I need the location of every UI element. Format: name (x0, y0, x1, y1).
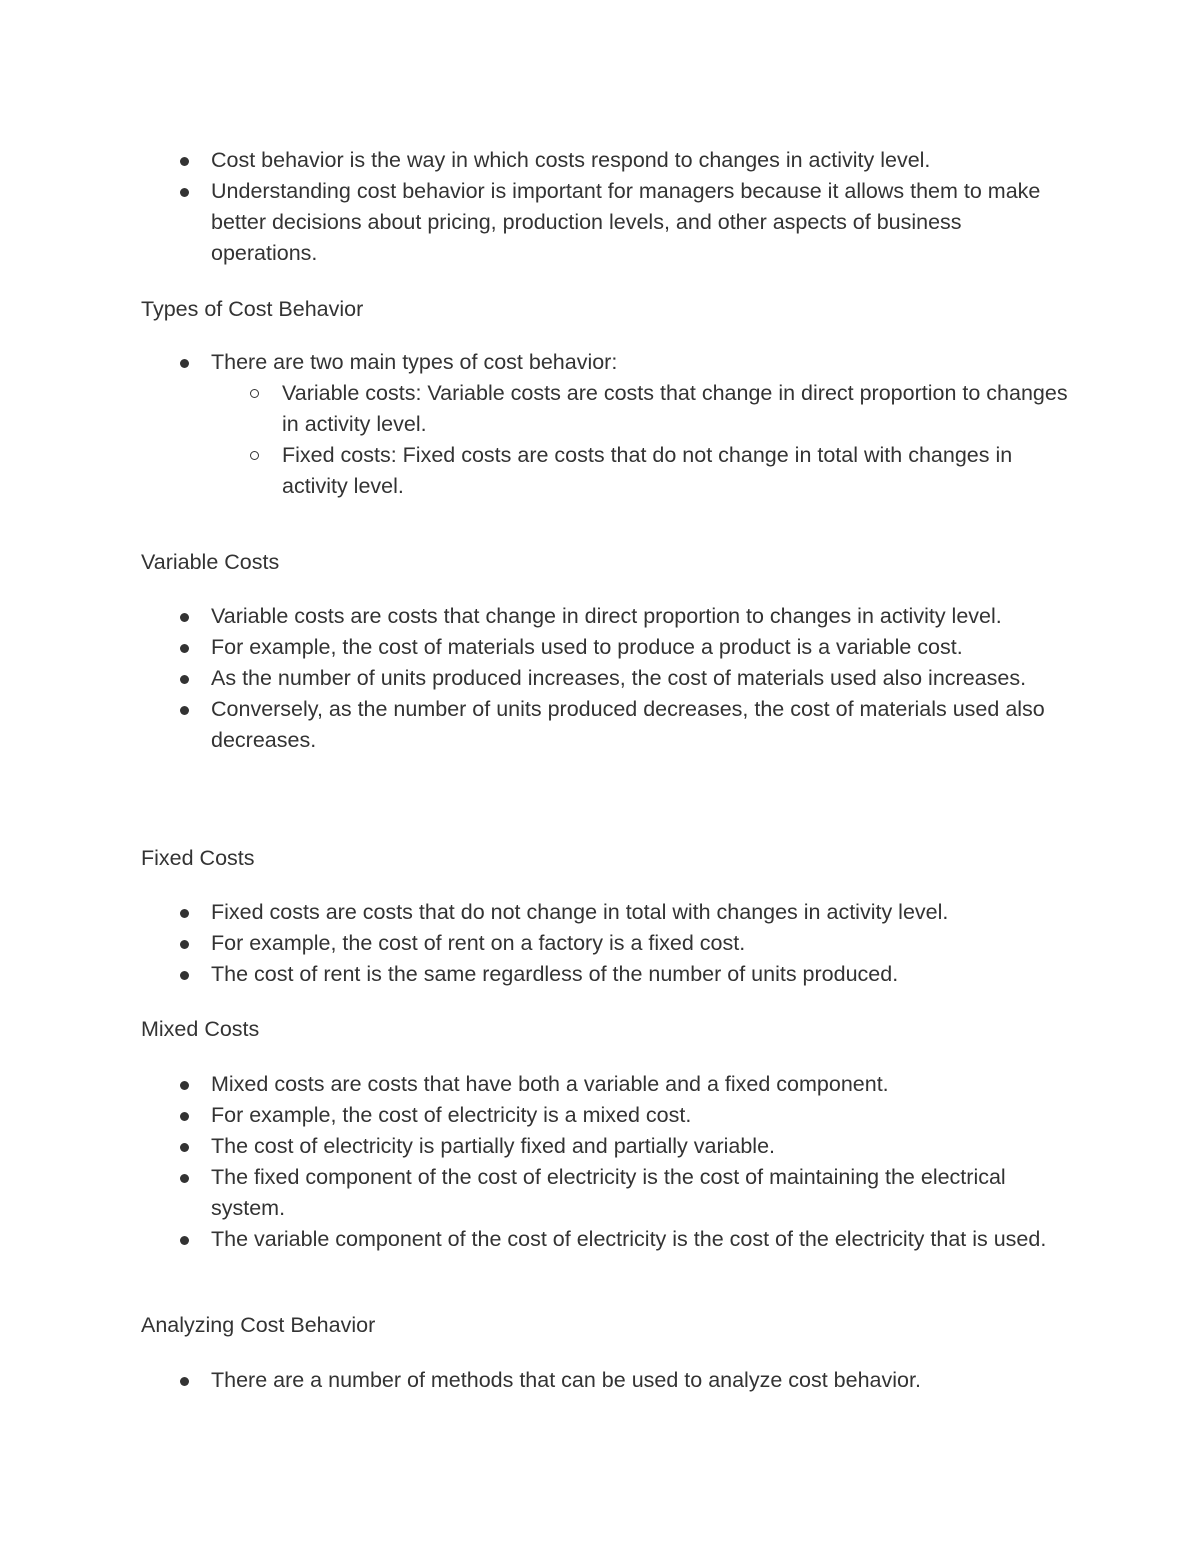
list-item (0, 1131, 1071, 1162)
list-item (0, 1365, 1071, 1396)
list-item-text: The cost of rent is the same regardless of the number of units produced. (211, 962, 899, 986)
types-list (0, 347, 1200, 502)
list-item-text: Cost behavior is the way in which costs respond to changes in activity level. (211, 148, 931, 172)
list-item (0, 694, 1071, 756)
list-item-text: For example, the cost of rent on a factory is a fixed cost. (211, 931, 746, 955)
bullet-icon (180, 1112, 189, 1121)
bullet-icon (180, 644, 189, 653)
list-item-text: For example, the cost of materials used to produce a product is a variable cost. (211, 635, 963, 659)
bullet-icon (180, 971, 189, 980)
list-item-text: Fixed costs are costs that do not change in total with changes in activity level. (211, 900, 949, 924)
bullet-icon (180, 909, 189, 918)
bullet-icon (180, 188, 189, 197)
bullet-icon (180, 1236, 189, 1245)
fixed-costs-list (0, 897, 1200, 990)
bullet-icon (180, 359, 189, 368)
bullet-icon (180, 1143, 189, 1152)
heading-mixed-costs: Mixed Costs (141, 1017, 260, 1041)
bullet-icon (180, 1174, 189, 1183)
circle-bullet-icon (250, 389, 259, 398)
list-item (0, 1162, 1071, 1224)
mixed-costs-list (0, 1069, 1200, 1255)
list-item (0, 928, 1071, 959)
list-item (0, 1069, 1071, 1100)
list-item (0, 663, 1071, 694)
variable-costs-list (0, 601, 1200, 756)
bullet-icon (180, 157, 189, 166)
bullet-icon (180, 1081, 189, 1090)
sub-list-item-text: Variable costs: Variable costs are costs that change in direct proportion to changes in activity level. (282, 381, 1068, 436)
list-item-text: Mixed costs are costs that have both a variable and a fixed component. (211, 1072, 889, 1096)
intro-list (0, 145, 1200, 269)
heading-variable-costs: Variable Costs (141, 550, 280, 574)
list-item-text: As the number of units produced increases, the cost of materials used also increases. (211, 666, 1027, 690)
sub-list-item (211, 378, 1072, 440)
list-item (0, 632, 1071, 663)
analyzing-list (0, 1365, 1200, 1396)
list-item-text: Understanding cost behavior is important for managers because it allows them to make better decisions about pricing, production levels, and other aspects of business operations. (211, 179, 1041, 265)
heading-fixed-costs: Fixed Costs (141, 846, 255, 870)
bullet-icon (180, 675, 189, 684)
bullet-icon (180, 940, 189, 949)
list-item (0, 145, 1071, 176)
list-item-text: There are two main types of cost behavior: (211, 350, 618, 374)
list-item (0, 959, 1071, 990)
list-item-text: For example, the cost of electricity is a mixed cost. (211, 1103, 692, 1127)
list-item-text: The fixed component of the cost of electricity is the cost of maintaining the electrical system. (211, 1165, 1006, 1220)
bullet-icon (180, 1377, 189, 1386)
sub-list-item (211, 440, 1072, 502)
list-item (0, 1224, 1071, 1255)
list-item (0, 601, 1071, 632)
types-sublist (211, 378, 1071, 502)
list-item-text: There are a number of methods that can be used to analyze cost behavior. (211, 1368, 921, 1392)
list-item-text: Conversely, as the number of units produced decreases, the cost of materials used also decreases. (211, 697, 1045, 752)
list-item-text: Variable costs are costs that change in direct proportion to changes in activity level. (211, 604, 1002, 628)
sub-list-item-text: Fixed costs: Fixed costs are costs that do not change in total with changes in activity level. (282, 443, 1013, 498)
bullet-icon (180, 706, 189, 715)
heading-analyzing-cost-behavior: Analyzing Cost Behavior (141, 1313, 376, 1337)
list-item-text: The variable component of the cost of electricity is the cost of the electricity that is used. (211, 1227, 1047, 1251)
list-item (0, 897, 1071, 928)
list-item (0, 347, 1071, 502)
bullet-icon (180, 613, 189, 622)
list-item-text: The cost of electricity is partially fixed and partially variable. (211, 1134, 776, 1158)
heading-types-of-cost-behavior: Types of Cost Behavior (141, 297, 364, 321)
circle-bullet-icon (250, 451, 259, 460)
list-item (0, 1100, 1071, 1131)
list-item (0, 176, 1071, 269)
